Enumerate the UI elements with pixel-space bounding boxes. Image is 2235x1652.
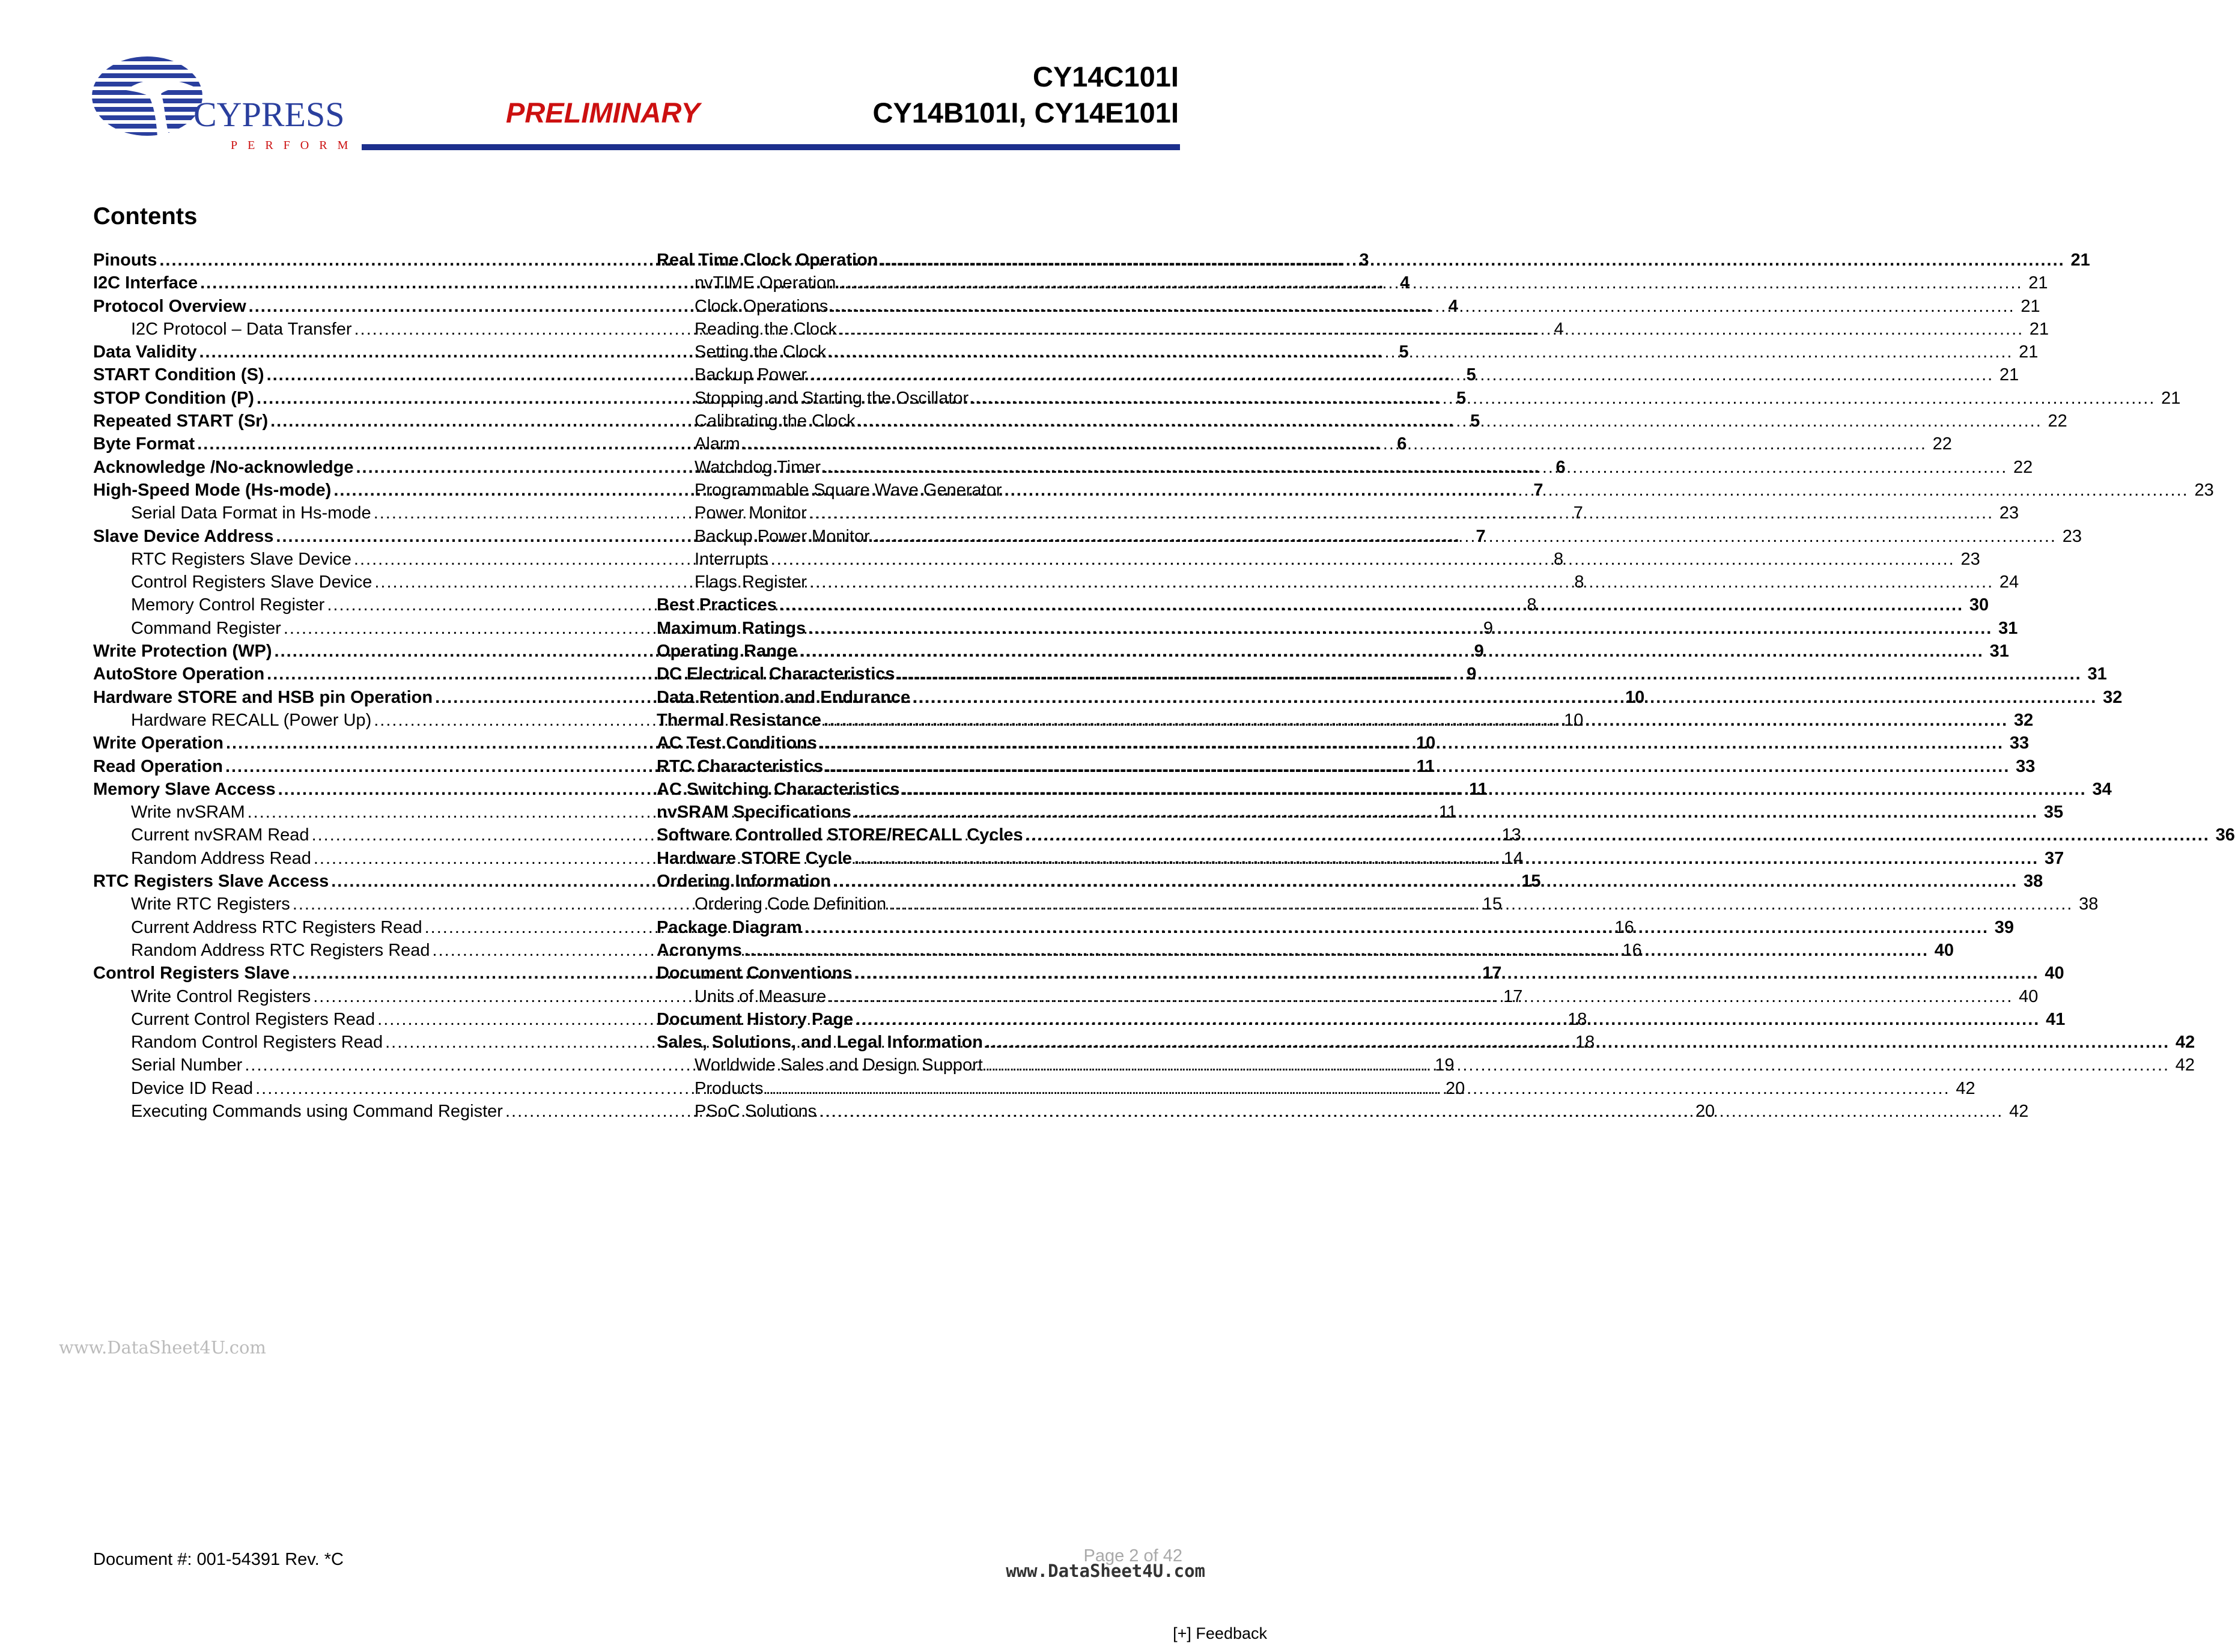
toc-page-number: 23 <box>2062 526 2082 546</box>
toc-page-number: 10 <box>1625 687 1645 707</box>
toc-entry-label: Products <box>695 1078 764 1098</box>
toc-page-number: 9 <box>1467 664 1477 684</box>
toc-page-number: 21 <box>2070 251 2090 270</box>
toc-page-number: 21 <box>2021 296 2040 316</box>
toc-dot-leader <box>839 318 2024 341</box>
toc-entry-label: Random Address Read <box>131 848 311 868</box>
toc-entry-label: Watchdog Timer <box>695 457 821 477</box>
toc-page-number: 39 <box>1994 917 2015 937</box>
toc-entry-label: Write Operation <box>93 733 224 753</box>
footer-watermark: www.DataSheet4U.com <box>1006 1561 1205 1581</box>
toc-subentry[interactable] <box>657 318 2049 341</box>
toc-subentry[interactable] <box>657 548 1980 571</box>
toc-entry-label: Software Controlled STORE/RECALL Cycles <box>657 825 1023 845</box>
toc-entry-label: Hardware STORE Cycle <box>657 848 853 868</box>
toc-dot-leader <box>854 847 2039 870</box>
toc-entry-label: AC Test Conditions <box>657 733 817 753</box>
toc-entry-label: Protocol Overview <box>93 296 246 316</box>
toc-entry-label: Maximum Ratings <box>657 618 806 638</box>
toc-entry-label: nvSRAM Specifications <box>657 803 851 822</box>
contents-heading: Contents <box>93 203 198 229</box>
toc-page-number: 6 <box>1555 457 1566 477</box>
toc-dot-leader <box>824 709 2008 732</box>
toc-subentry[interactable] <box>657 410 2067 433</box>
toc-page-number: 42 <box>2175 1055 2195 1075</box>
toc-page-number: 36 <box>2215 825 2235 845</box>
toc-page-number: 41 <box>2046 1009 2066 1029</box>
toc-subentry[interactable] <box>657 272 2048 294</box>
toc-page-number: 22 <box>2013 457 2033 477</box>
toc-entry[interactable] <box>657 640 2009 663</box>
toc-page-number: 20 <box>1695 1101 1715 1121</box>
toc-entry-label: Serial Data Format in Hs-mode <box>131 503 371 523</box>
toc-page-number: 38 <box>2079 894 2099 914</box>
toc-page-number: 15 <box>1521 872 1541 891</box>
toc-dot-leader <box>985 1054 2170 1077</box>
toc-subentry[interactable] <box>657 295 2040 318</box>
toc-page-number: 8 <box>1527 595 1537 615</box>
toc-dot-leader <box>779 594 1963 616</box>
toc-subentry[interactable] <box>657 387 2181 410</box>
toc-entry-label: Power Monitor <box>695 503 807 523</box>
toc-page-number: 22 <box>1932 434 1952 454</box>
toc-entry-label: RTC Characteristics <box>657 756 824 776</box>
toc-page-number: 42 <box>1956 1078 1975 1098</box>
preliminary-label: PRELIMINARY <box>506 97 700 129</box>
toc-entry-label: High-Speed Mode (Hs-mode) <box>93 480 332 500</box>
toc-page-number: 11 <box>1469 779 1488 799</box>
toc-page-number: 16 <box>1614 917 1634 937</box>
toc-entry-label: Units of Measure <box>695 986 827 1006</box>
toc-entry-label: Worldwide Sales and Design Support <box>695 1055 983 1075</box>
toc-page-number: 5 <box>1470 411 1480 431</box>
toc-entry-label: AutoStore Operation <box>93 664 265 684</box>
toc-entry-label: Control Registers Slave <box>93 964 290 983</box>
toc-page-number: 33 <box>2016 756 2036 776</box>
toc-dot-leader <box>889 893 2073 916</box>
toc-page-number: 23 <box>1960 549 1980 569</box>
toc-page-number: 7 <box>1573 503 1583 523</box>
toc-page-number: 31 <box>2087 664 2107 684</box>
part-number-line-2: CY14B101I, CY14E101I <box>872 97 1179 129</box>
toc-page-number: 34 <box>2092 779 2112 799</box>
page-number: Page 2 of 42 <box>1083 1546 1182 1565</box>
toc-entry-label: Backup Power <box>695 365 807 385</box>
toc-entry-label: Repeated START (Sr) <box>93 411 269 431</box>
toc-page-number: 21 <box>2028 273 2048 293</box>
toc-entry-label: Command Register <box>131 618 281 638</box>
toc-dot-leader <box>808 617 1992 640</box>
toc-entry-label: Calibrating the Clock <box>695 411 856 431</box>
toc-page-number: 4 <box>1400 273 1410 293</box>
toc-page-number: 6 <box>1397 434 1407 454</box>
toc-dot-leader <box>1026 824 2210 846</box>
toc-page-number: 31 <box>1989 642 2009 661</box>
toc-subentry[interactable] <box>657 502 2019 524</box>
toc-page-number: 11 <box>1438 803 1457 822</box>
toc-dot-leader <box>829 985 2013 1008</box>
toc-entry-label: Hardware STORE and HSB pin Operation <box>93 687 433 707</box>
toc-page-number: 24 <box>1999 572 2019 592</box>
toc-dot-leader <box>765 1077 1950 1100</box>
toc-dot-leader <box>913 686 2097 709</box>
toc-subentry[interactable] <box>657 479 2214 502</box>
toc-entry-label: Best Practices <box>657 595 777 615</box>
toc-dot-leader <box>1005 479 2189 502</box>
toc-dot-leader <box>856 1008 2040 1031</box>
toc-page-number: 8 <box>1553 549 1564 569</box>
toc-entry-label: Write Protection (WP) <box>93 642 272 661</box>
toc-entry-label: Backup Power Monitor <box>695 526 870 546</box>
toc-page-number: 30 <box>1969 595 1989 615</box>
toc-page-number: 22 <box>2048 411 2067 431</box>
toc-entry-label: RTC Registers Slave Access <box>93 872 329 891</box>
toc-dot-leader <box>819 1100 2003 1123</box>
toc-dot-leader <box>858 410 2042 433</box>
toc-entry-label: Real Time Clock Operation <box>657 251 878 270</box>
header-rule <box>362 144 1180 150</box>
toc-page-number: 5 <box>1399 342 1409 362</box>
toc-subentry[interactable] <box>657 456 2033 479</box>
toc-page-number: 32 <box>2013 710 2034 730</box>
toc-dot-leader <box>830 295 2015 318</box>
toc-entry-label: Programmable Square Wave Generator <box>695 480 1002 500</box>
toc-entry-label: Ordering Information <box>657 872 831 891</box>
toc-entry-label: Document Conventions <box>657 964 853 983</box>
toc-entry[interactable] <box>657 617 2018 640</box>
toc-entry-label: Interrupts <box>695 549 768 569</box>
toc-entry-label: I2C Protocol – Data Transfer <box>131 319 352 339</box>
toc-dot-leader <box>881 249 2065 272</box>
toc-page-number: 23 <box>1999 503 2019 523</box>
toc-entry-label: Executing Commands using Command Register <box>131 1101 503 1121</box>
toc-entry-label: Clock Operations <box>695 296 829 316</box>
toc-page-number: 31 <box>1998 618 2018 638</box>
toc-entry[interactable] <box>657 594 1989 616</box>
toc-page-number: 11 <box>1416 756 1435 776</box>
toc-page-number: 42 <box>2009 1101 2029 1121</box>
toc-page-number: 21 <box>1999 365 2019 385</box>
toc-entry-label: Random Address RTC Registers Read <box>131 940 430 960</box>
toc-entry-label: Data Retention and Endurance <box>657 687 911 707</box>
toc-page-number: 21 <box>2161 388 2181 408</box>
toc-page-number: 8 <box>1574 572 1584 592</box>
toc-entry-label: DC Electrical Characteristics <box>657 664 895 684</box>
toc-entry-label: Control Registers Slave Device <box>131 572 372 592</box>
toc-dot-leader <box>854 962 2039 985</box>
part-number-line-1: CY14C101I <box>1033 61 1179 93</box>
toc-entry-label: AC Switching Characteristics <box>657 779 900 799</box>
toc-entry-label: Stopping and Starting the Oscillator <box>695 388 969 408</box>
toc-page-number: 17 <box>1503 986 1523 1006</box>
toc-entry-label: Setting the Clock <box>695 342 827 362</box>
toc-dot-leader <box>854 801 2038 824</box>
toc-page-number: 18 <box>1575 1033 1595 1052</box>
toc-page-number: 7 <box>1476 526 1486 546</box>
toc-entry-label: PSoC Solutions <box>695 1101 817 1121</box>
toc-page-number: 20 <box>1446 1078 1465 1098</box>
toc-dot-leader <box>971 387 2155 410</box>
toc-page-number: 17 <box>1482 964 1502 983</box>
toc-entry-label: Write nvSRAM <box>131 803 245 822</box>
toc-entry-label: Random Control Registers Read <box>131 1033 383 1052</box>
toc-entry-label: Operating Range <box>657 642 797 661</box>
toc-page-number: 21 <box>2029 319 2049 339</box>
toc-page-number: 14 <box>1503 848 1524 868</box>
toc-page-number: 16 <box>1622 940 1642 960</box>
toc-dot-leader <box>902 778 2087 801</box>
toc-page-number: 9 <box>1483 618 1494 638</box>
toc-entry-label: Sales, Solutions, and Legal Information <box>657 1033 984 1052</box>
toc-page-number: 19 <box>1435 1055 1455 1075</box>
toc-subentry[interactable] <box>657 341 2039 363</box>
toc-entry-label: Document History Page <box>657 1009 854 1029</box>
toc-subentry[interactable] <box>657 525 2082 548</box>
toc-dot-leader <box>829 341 2013 363</box>
toc-page-number: 38 <box>2023 872 2043 891</box>
toc-entry-label: Flags Register <box>695 572 807 592</box>
toc-page-number: 5 <box>1456 388 1467 408</box>
toc-entry-label: Hardware RECALL (Power Up) <box>131 710 372 730</box>
toc-page-number: 13 <box>1501 825 1521 845</box>
toc-entry-label: Acronyms <box>657 940 742 960</box>
toc-entry-label: RTC Registers Slave Device <box>131 549 351 569</box>
cypress-logo <box>90 53 359 161</box>
toc-dot-leader <box>826 755 2010 778</box>
toc-entry-label: Memory Slave Access <box>93 779 276 799</box>
toc-page-number: 37 <box>2044 848 2064 868</box>
logo-wordmark: CYPRESS <box>193 95 345 134</box>
toc-entry-label: START Condition (S) <box>93 365 264 385</box>
toc-dot-leader <box>898 663 2082 685</box>
toc-entry-label: Slave Device Address <box>93 526 274 546</box>
toc-page-number: 3 <box>1359 251 1369 270</box>
toc-subentry[interactable] <box>657 571 2019 594</box>
toc-dot-leader <box>800 640 1984 663</box>
toc-page-number: 10 <box>1416 733 1436 753</box>
toc-dot-leader <box>771 548 1955 571</box>
toc-page-number: 21 <box>2019 342 2039 362</box>
toc-entry-label: I2C Interface <box>93 273 198 293</box>
toc-entry-label: Ordering Code Definition <box>695 894 887 914</box>
toc-dot-leader <box>743 433 1927 455</box>
toc-entry-label: Byte Format <box>93 434 195 454</box>
toc-page-number: 32 <box>2103 687 2123 707</box>
toc-entry-label: STOP Condition (P) <box>93 388 254 408</box>
toc-subentry[interactable] <box>657 433 1952 455</box>
toc-dot-leader <box>804 916 1989 939</box>
toc-entry[interactable] <box>657 663 2107 685</box>
toc-entry-label: Device ID Read <box>131 1078 254 1098</box>
toc-page-number: 10 <box>1564 710 1584 730</box>
toc-entry-label: Alarm <box>695 434 740 454</box>
toc-entry-label: nvTIME Operation <box>695 273 836 293</box>
toc-entry-label: Current Address RTC Registers Read <box>131 917 422 937</box>
toc-page-number: 35 <box>2043 803 2064 822</box>
watermark-text: www.DataSheet4U.com <box>59 1337 266 1358</box>
toc-dot-leader <box>809 363 1993 386</box>
toc-entry-label: Pinouts <box>93 251 157 270</box>
toc-page-number: 7 <box>1533 480 1543 500</box>
toc-entry-label: Memory Control Register <box>131 595 325 615</box>
toc-dot-leader <box>823 456 2007 479</box>
toc-entry-label: Reading the Clock <box>695 319 837 339</box>
toc-dot-leader <box>985 1031 2170 1054</box>
toc-entry-label: Write RTC Registers <box>131 894 290 914</box>
feedback-link[interactable]: [+] Feedback <box>1173 1624 1267 1642</box>
toc-entry-label: Current nvSRAM Read <box>131 825 309 845</box>
toc-page-number: 40 <box>2045 964 2064 983</box>
toc-dot-leader <box>809 502 1993 524</box>
toc-page-number: 9 <box>1474 642 1484 661</box>
toc-entry-label: Serial Number <box>131 1055 243 1075</box>
toc-dot-leader <box>744 939 1929 962</box>
toc-entry-label: Thermal Resistance <box>657 710 822 730</box>
document-number: Document #: 001-54391 Rev. *C <box>93 1550 344 1569</box>
toc-dot-leader <box>809 571 1993 594</box>
toc-page-number: 5 <box>1466 365 1476 385</box>
toc-page-number: 40 <box>2019 986 2039 1006</box>
toc-page-number: 15 <box>1482 894 1503 914</box>
toc-dot-leader <box>872 525 2057 548</box>
toc-dot-leader <box>838 272 2022 294</box>
toc-page-number: 23 <box>2194 480 2214 500</box>
toc-entry-label: Package Diagram <box>657 917 802 937</box>
toc-page-number: 18 <box>1568 1009 1587 1029</box>
toc-entry-label: Read Operation <box>93 756 223 776</box>
toc-page-number: 40 <box>1934 940 1954 960</box>
toc-entry-label: Data Validity <box>93 342 197 362</box>
toc-entry-label: Acknowledge /No-acknowledge <box>93 457 354 477</box>
toc-dot-leader <box>820 732 2004 755</box>
toc-entry-label: Current Control Registers Read <box>131 1009 376 1029</box>
toc-dot-leader <box>833 870 2018 893</box>
toc-page-number: 33 <box>2009 733 2030 753</box>
toc-subentry[interactable] <box>657 363 2019 386</box>
toc-page-number: 4 <box>1554 319 1564 339</box>
toc-entry[interactable] <box>657 249 2090 272</box>
toc-page-number: 42 <box>2175 1033 2195 1052</box>
logo-tagline: PERFORM <box>231 139 359 152</box>
toc-page-number: 4 <box>1448 296 1458 316</box>
toc-entry-label: Write Control Registers <box>131 986 311 1006</box>
